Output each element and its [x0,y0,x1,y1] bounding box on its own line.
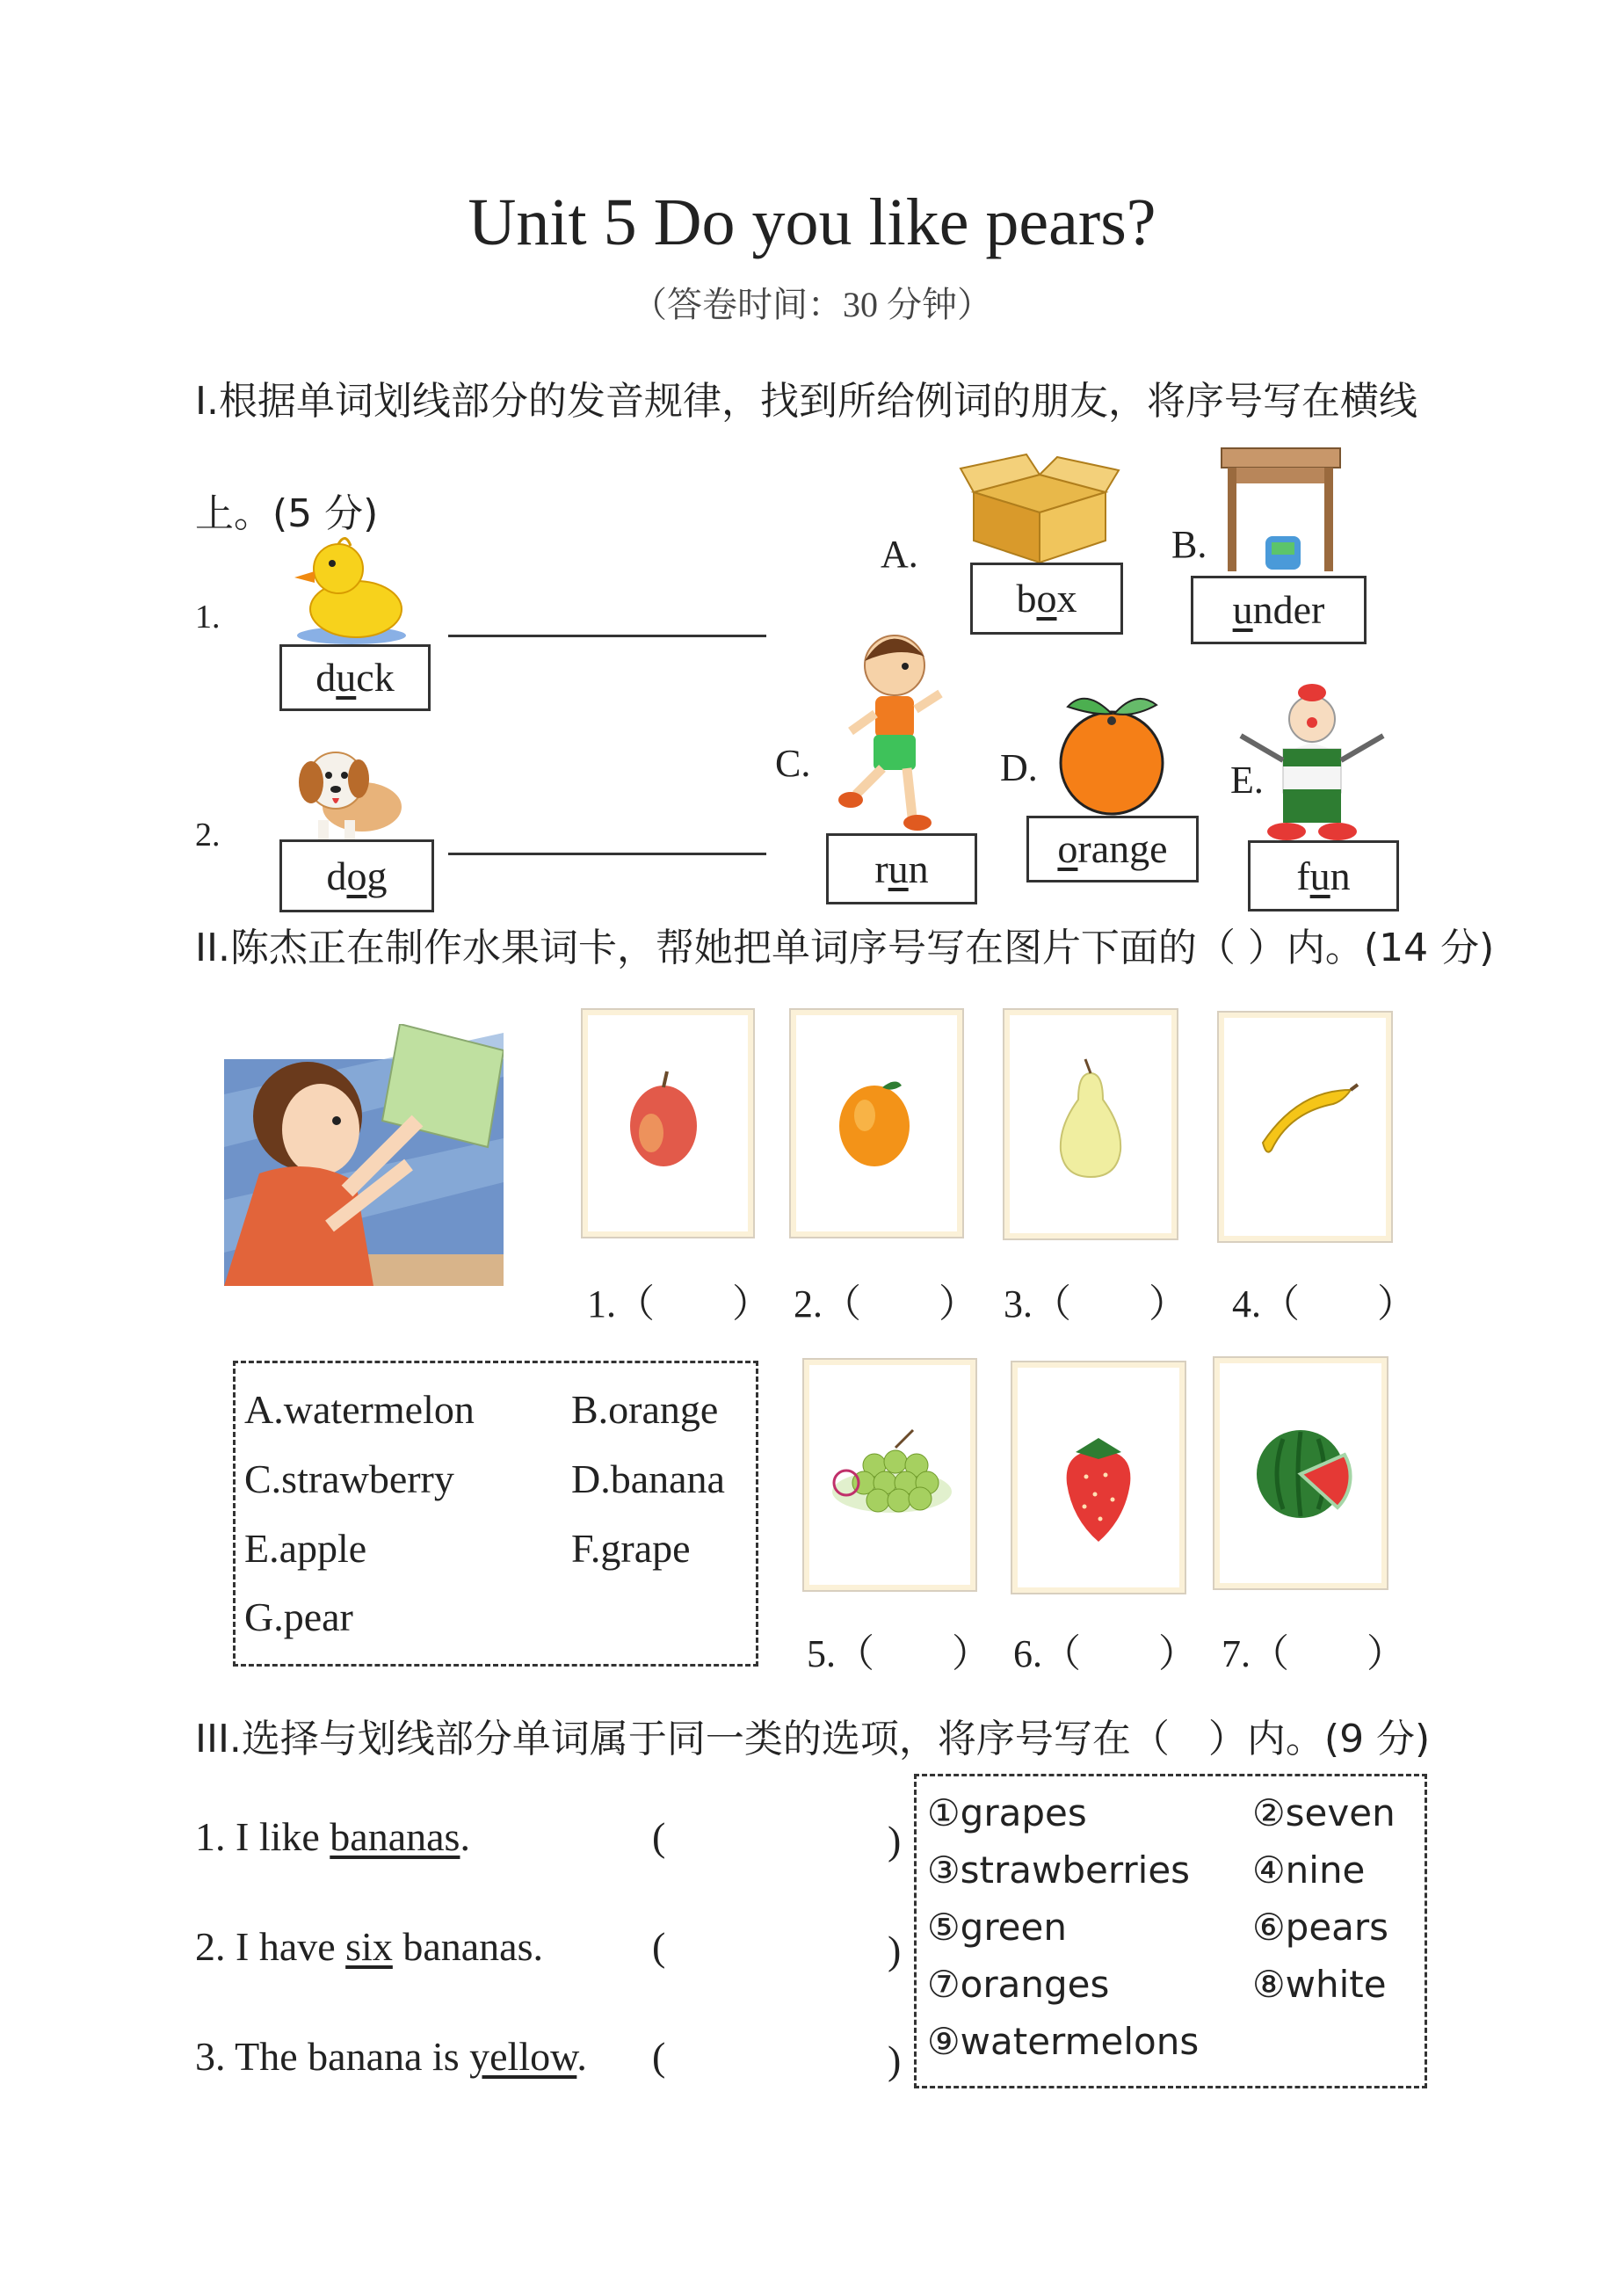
option-6: ⑥pears [1252,1906,1389,1949]
fruit-card-6 [1011,1361,1186,1594]
item2-word-underlined: o [346,853,367,898]
option-d-word-underlined: o [1057,826,1078,871]
option-d-word-post: range [1077,826,1168,871]
answer-2-close[interactable]: ) [888,1928,902,1972]
question-3-pre: 3. The banana is [195,2034,470,2079]
question-3-post: . [576,2034,587,2079]
question-2-post: bananas. [392,1924,543,1969]
desk-icon [1217,444,1345,576]
item2-word-post: g [366,853,388,898]
item2-word-pre: d [326,853,347,898]
orange-icon [791,1010,962,1237]
option-e-word-underlined: u [1309,853,1330,898]
card4-label[interactable]: 4.（ ） [1232,1282,1416,1325]
option-a-word-box [970,563,1123,635]
item1-answer-line[interactable] [448,635,766,637]
option-b-word-underlined: u [1232,587,1253,632]
word-bank-b: B.orange [571,1387,719,1432]
option-c-word-post: n [908,846,929,891]
watermelon-icon [1214,1358,1387,1588]
question-2-pre: 2. I have [195,1924,346,1969]
option-c-word-underlined: u [888,846,909,891]
question-1-pre: 1. I like [195,1814,330,1859]
fruit-card-1 [581,1008,755,1238]
item2-number: 2. [195,817,221,853]
item1-word-post: ck [356,655,395,700]
question-3-underlined: yellow [469,2034,577,2079]
option-7: ⑦oranges [927,1963,1110,2006]
option-9: ⑨watermelons [927,2020,1200,2063]
duck-icon [290,532,413,646]
question-1 [195,1813,470,1860]
box-icon [956,453,1123,567]
option-1: ①grapes [927,1791,1087,1834]
banana-icon [1219,1013,1391,1241]
option-a-word-underlined: o [1036,576,1057,621]
option-c-word-box [826,833,977,904]
item1-word-pre: d [315,655,337,700]
option-3: ③strawberries [927,1848,1191,1892]
option-a-letter: A. [881,533,918,576]
answer-2-open[interactable]: ( [652,1924,666,1969]
girl-with-card-illustration [224,1024,504,1286]
fruit-card-2 [789,1008,964,1238]
card5-label[interactable]: 5.（ ） [807,1632,990,1675]
question-2 [195,1923,543,1970]
question-1-post: . [460,1814,470,1859]
fruit-card-5 [802,1358,977,1592]
fruit-card-4 [1217,1011,1393,1243]
word-bank-g: G.pear [244,1594,353,1639]
section1-instruction-line1: I.根据单词划线部分的发音规律，找到所给例词的朋友，将序号写在横线 [195,379,1417,424]
option-d-letter: D. [1000,746,1038,789]
option-e-word-post: n [1330,853,1351,898]
item2-answer-line[interactable] [448,853,766,855]
option-d-word-box [1026,816,1199,882]
option-b-letter: B. [1171,523,1207,566]
answer-3-open[interactable]: ( [652,2034,666,2079]
card1-label[interactable]: 1.（ ） [587,1282,771,1325]
option-c-letter: C. [775,742,811,785]
strawberry-icon [1012,1362,1185,1593]
answer-3-close[interactable]: ) [888,2037,902,2082]
running-boy-icon [824,626,947,837]
orange-icon [1046,694,1178,817]
answer-1-close[interactable]: ) [888,1818,902,1863]
answer-1-open[interactable]: ( [652,1814,666,1859]
item2-word-box [279,839,434,912]
pear-icon [1004,1010,1177,1238]
option-4: ④nine [1252,1848,1366,1892]
section2-instruction: II.陈杰正在制作水果词卡，帮她把单词序号写在图片下面的（ ）内。(14 分) [195,926,1495,970]
option-8: ⑧white [1252,1963,1387,2006]
section1-instruction-line2: 上。(5 分) [195,491,379,536]
page-title: Unit 5 Do you like pears? [468,185,1156,259]
clown-icon [1229,677,1396,844]
word-bank-e: E.apple [244,1526,367,1571]
option-e-word-box [1248,840,1399,911]
fruit-card-3 [1003,1008,1178,1240]
question-3 [195,2033,587,2080]
word-bank-f: F.grape [571,1526,691,1571]
fruit-card-7 [1213,1356,1388,1590]
card6-label[interactable]: 6.（ ） [1013,1632,1197,1675]
option-a-word-pre: b [1016,576,1037,621]
item1-word-box [279,644,431,711]
section3-instruction: III.选择与划线部分单词属于同一类的选项，将序号写在（ ）内。(9 分) [195,1717,1431,1761]
option-b-word-box [1191,576,1367,644]
dog-icon [283,737,415,844]
apple-icon [583,1010,753,1237]
question-2-underlined: six [345,1924,393,1969]
question-1-underlined: bananas [330,1814,460,1859]
time-note: （答卷时间：30 分钟） [632,285,992,324]
card3-label[interactable]: 3.（ ） [1004,1282,1187,1325]
word-bank-c: C.strawberry [244,1456,454,1501]
option-a-word-post: x [1056,576,1077,621]
option-b-word-post: nder [1252,587,1325,632]
option-c-word-pre: r [874,846,888,891]
card7-label[interactable]: 7.（ ） [1222,1632,1405,1675]
option-2: ②seven [1252,1791,1396,1834]
item1-word-underlined: u [336,655,357,700]
option-e-letter: E. [1230,759,1264,802]
grape-icon [804,1360,975,1590]
word-bank-d: D.banana [571,1456,725,1501]
option-5: ⑤green [927,1906,1067,1949]
option-e-word-pre: f [1296,853,1310,898]
word-bank-a: A.watermelon [244,1387,475,1432]
card2-label[interactable]: 2.（ ） [794,1282,977,1325]
item1-number: 1. [195,599,221,635]
